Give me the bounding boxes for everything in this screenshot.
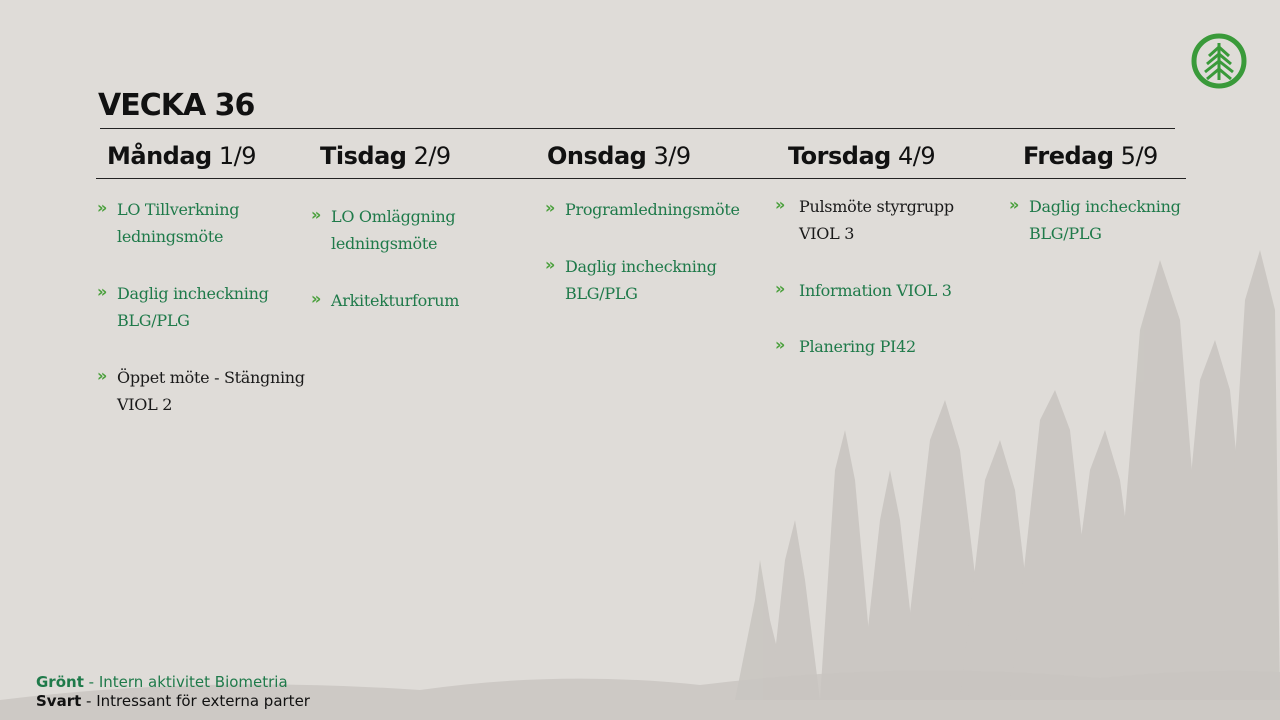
- double-chevron-icon: »: [545, 198, 556, 217]
- list-item: » LO Tillverkning ledningsmöte: [97, 196, 312, 250]
- day-header-monday: Måndag 1/9: [107, 142, 256, 170]
- double-chevron-icon: »: [775, 279, 786, 298]
- double-chevron-icon: »: [1009, 195, 1020, 214]
- day-column-friday: [1009, 193, 1194, 247]
- list-item: » Öppet möte - Stängning VIOL 2: [97, 364, 312, 418]
- day-header-wednesday: Onsdag 3/9: [547, 142, 691, 170]
- list-item: » Daglig incheckning BLG/PLG: [1009, 193, 1194, 247]
- list-item: » Daglig incheckning BLG/PLG: [545, 253, 760, 307]
- header-divider: [96, 178, 1186, 179]
- list-item: » Information VIOL 3: [775, 277, 990, 304]
- list-item: » Daglig incheckning BLG/PLG: [97, 280, 312, 334]
- double-chevron-icon: »: [97, 198, 108, 217]
- list-item: » Arkitekturforum: [311, 287, 511, 314]
- double-chevron-icon: »: [311, 289, 322, 308]
- day-column-tuesday: [311, 203, 511, 314]
- double-chevron-icon: »: [97, 282, 108, 301]
- day-header-friday: Fredag 5/9: [1023, 142, 1158, 170]
- day-header-tuesday: Tisdag 2/9: [320, 142, 451, 170]
- page-title: VECKA 36: [98, 88, 255, 123]
- double-chevron-icon: »: [545, 255, 556, 274]
- list-item: » Planering PI42: [775, 333, 990, 360]
- list-item: » LO Omläggning ledningsmöte: [311, 203, 511, 257]
- day-column-wednesday: [545, 196, 760, 307]
- tree-logo-icon: [1190, 32, 1248, 90]
- double-chevron-icon: »: [311, 205, 322, 224]
- double-chevron-icon: »: [97, 366, 108, 385]
- title-divider: [100, 128, 1175, 129]
- day-header-thursday: Torsdag 4/9: [788, 142, 936, 170]
- legend-green: Grönt - Intern aktivitet Biometria: [36, 673, 288, 691]
- list-item: » Programledningsmöte: [545, 196, 760, 223]
- legend-black: Svart - Intressant för externa parter: [36, 692, 310, 710]
- double-chevron-icon: »: [775, 195, 786, 214]
- day-column-thursday: [775, 193, 990, 360]
- day-column-monday: [97, 196, 312, 418]
- list-item: » Pulsmöte styrgrupp VIOL 3: [775, 193, 990, 247]
- double-chevron-icon: »: [775, 335, 786, 354]
